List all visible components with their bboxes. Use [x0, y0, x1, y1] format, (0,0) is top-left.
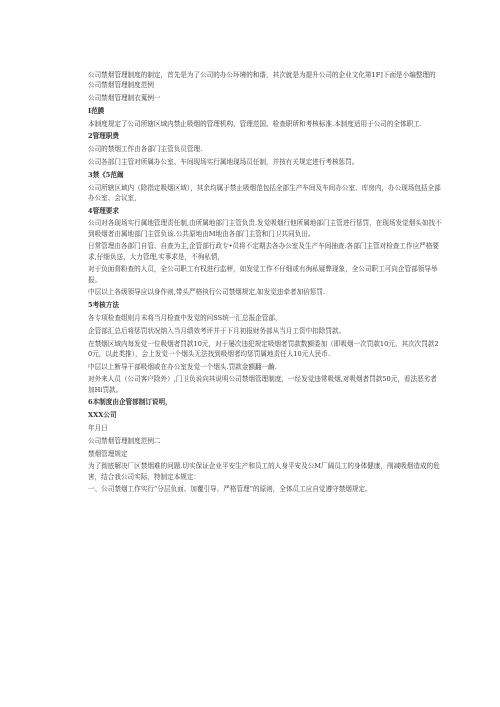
responsibility-paragraph-2: 公司各部门主管对所属办公室、车间现场实行属地现场员任制，并按有关规定进行考核惩罚。 [88, 157, 359, 166]
section-title-example-two: 公司禁烟管理制度范例二 [88, 436, 161, 445]
date-line: 年月日 [88, 423, 108, 432]
requirements-paragraph-3: 对于负面督粉查的人员，全公司职工有权进行监秤，如发觉工作不仔细或有徇私疑弊现象，全公司职工可向企管部领导举报。 [88, 265, 438, 284]
assessment-paragraph-4: 中层以上断导干部吸烟或在办公室发觉一个烟头.罚款金额翻一齣. [88, 362, 277, 371]
requirements-paragraph-1: 公司对各现场实行属地管理责任制,由所属地部门主管负贵.发觉吸烟行他所属地部门主管进行惩罚，在现场发觉烟头如找不到吸烟者由属地部门主管负该.公共原地由M地由各部门主管和门卫共同负田。 [88, 219, 442, 238]
scope-paragraph: 本制度规定了公司所辖区域内禁止吸烟的管理机构、管理范国、检查职所和考核标准.本制度适用于公司的全体职工. [88, 119, 422, 128]
responsibility-paragraph-1: 公司的禁烟工作由各部门主管负员管理. [88, 145, 203, 154]
heading-requirements: 4管理要求 [88, 206, 119, 215]
heading-interpretation: 6本制度由企管部制订说明， [88, 398, 172, 407]
heading-assessment: 5考核方法 [88, 301, 119, 310]
area-paragraph: 公司所辖区域内（除指定吸烟区域），其余均属于禁止吸烟范包括全部生产车间及车间办公室、库房内，办公现场包括全部办公室、会议室， [88, 183, 441, 202]
assessment-paragraph-5: 对外来人员（公司客户除外）,门卫负说向其说明公司禁烟管理制度，一经发觉违常吸烟,对吸烟者罚款50元，看法恶劣者加Hi罚款。 [88, 375, 437, 394]
assessment-paragraph-3: 在禁烟区域内每发觉一位吸烟者罚款10元，对于屡次违犯规定吸烟者罚款数额委加（即吸烟一次罚款10元、其次次罚款20元，以此类推），会上发觉一个烟头无法找到吸烟者均惩罚属地责任人10元人民币. [88, 339, 439, 358]
intro-paragraph: 公司禁烟管理制度的制定，首先是为了公司的办公环境的和谐，其次就是为提升公司的企业文化第1F]下面是小编整理的公司禁烟管理制度范例 [88, 71, 436, 90]
rules-intro-paragraph: 为了彻底解决厂区禁烟难的问题.切实保证企业平安生产和员工的人身平安及公M厂阔员工的身体健康，削减吸烟造成的危害，结合我公司实际，特制定本规定： [88, 462, 440, 481]
requirements-paragraph-2: 日常管理由各部门自管、自查为主,企管部行政专•员将不定期去各办公室及生产车间抽查.各部门主管对检查工作应严格要求,仔细负送，大力管理,实事求是，不徇私情， [88, 242, 439, 261]
requirements-paragraph-4: 中层以上各级领导应以身作则,带头严格执行公司禁烟规定,如发觉违牵者加倍惩罚. [88, 288, 326, 297]
company-signature: XXX公司 [88, 411, 117, 420]
section-title-example-one: 公司禁烟管理制衣蒐例一 [88, 94, 161, 102]
rules-item-one: 一、公司禁烟工作实行“分层负面、加覆引导、严格管理”的原则，全体员工应自觉遵守禁烟规定。 [88, 485, 372, 494]
heading-scope: I范膜 [88, 106, 105, 115]
heading-no-smoking-area: 3禁《5范阚 [88, 170, 124, 179]
assessment-paragraph-2: 企管部汇总后将惩罚状况纳入当月绩效考评并于下月初报财务部从当月工资中扣除罚款。 [88, 326, 346, 335]
assessment-paragraph-1: 各专项检查组则月末将当月检查中发觉的问SS统一汇总报企管部， [88, 313, 282, 322]
heading-responsibility: 2管理职费 [88, 132, 119, 141]
rules-title: 禁烟管理规定 [88, 449, 128, 458]
